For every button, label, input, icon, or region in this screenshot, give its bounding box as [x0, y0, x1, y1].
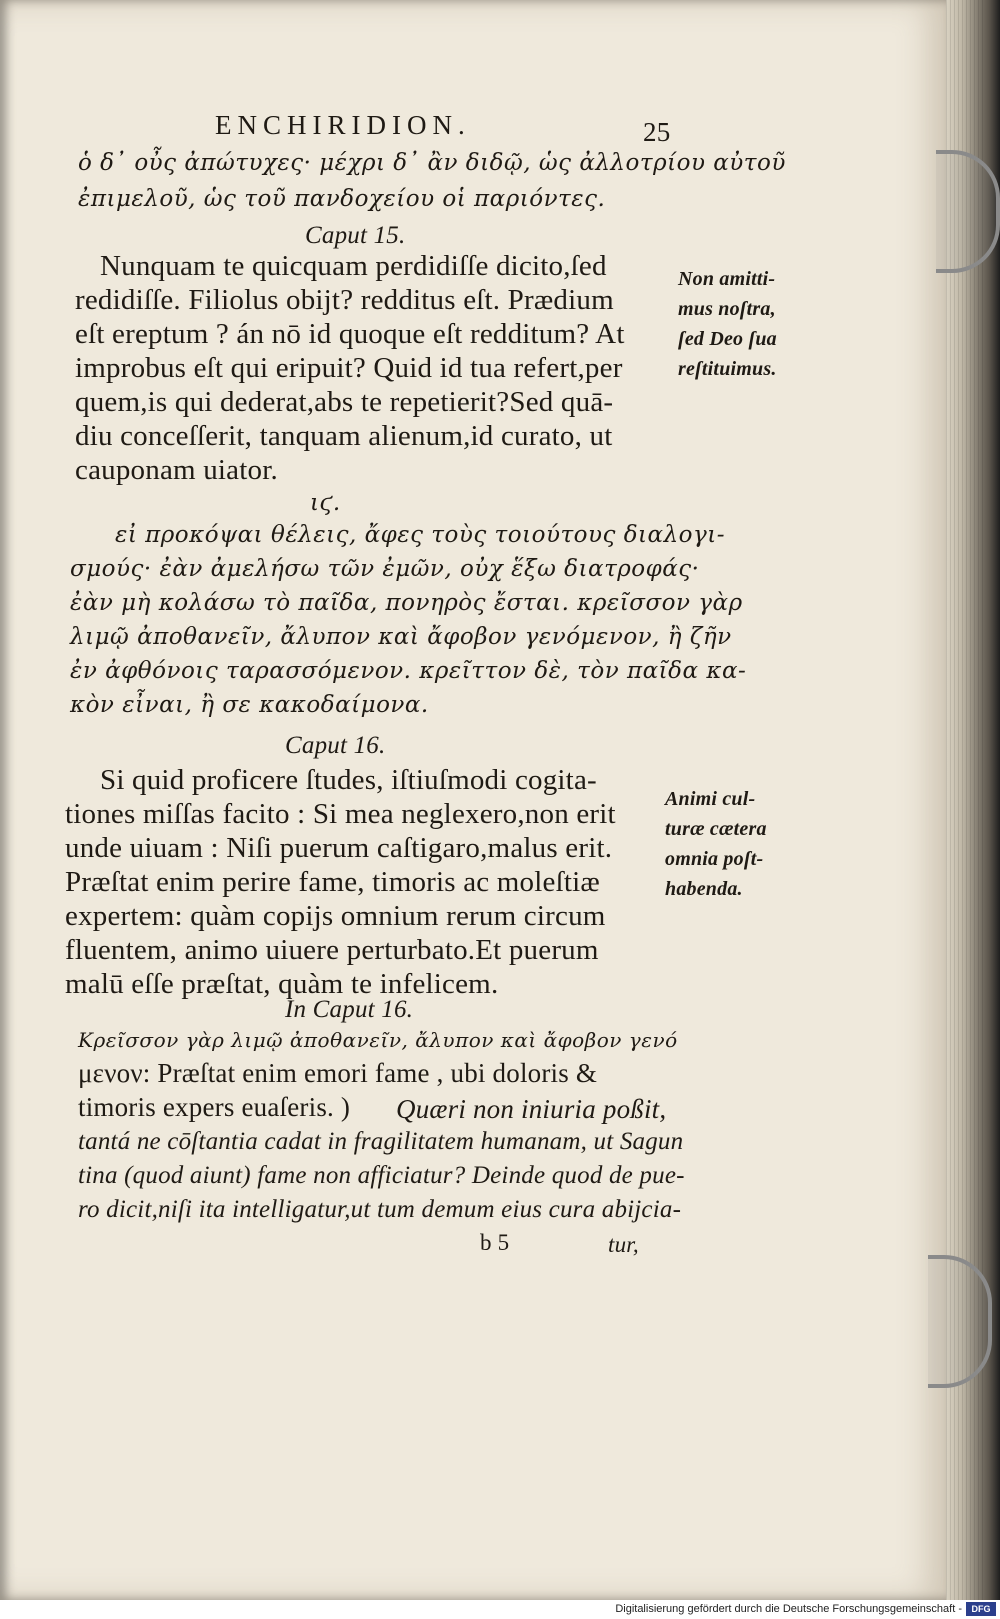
signature-mark: b 5 — [480, 1230, 510, 1255]
running-header: ENCHIRIDION. — [215, 110, 471, 140]
greek16-line-6: κὸν εἶναι, ἢ σε κακοδαίμονα. — [70, 692, 429, 718]
commentary-greek: Κρεῖσσον γὰρ λιμῷ ἀποθανεῖν, ἄλυπον καὶ ἄφοβον γενό — [78, 1028, 678, 1052]
greek-section-number: ιϛ. — [310, 490, 341, 516]
latin15-line-7: cauponam uiator. — [75, 454, 278, 486]
latin16-line-4: Præſtat enim perire fame, timoris ac moleſtiæ — [65, 866, 600, 898]
greek-top-line-1: ὁ δ᾽ οὖς ἀπώτυχες· μέχρι δ᾽ ἂν διδῷ, ὡς ἀλλοτρίου αὐτοῦ — [78, 150, 786, 176]
side-note-16-line-2: turæ cætera — [665, 818, 767, 840]
latin16-line-6: fluentem, animo uiuere perturbato.Et puerum — [65, 934, 599, 966]
commentary-line-2: timoris expers euaſeris. ) — [78, 1092, 351, 1122]
commentary-italic-inline: Quæri non iniuria poßit, — [396, 1094, 667, 1124]
latin16-line-1: Si quid proficere ſtudes, iſtiuſmodi cogita- — [100, 764, 597, 796]
greek-top-line-2: ἐπιμελοῦ, ὡς τοῦ πανδοχείου οἱ παριόντες. — [78, 186, 606, 212]
book-clip-bottom — [928, 1255, 992, 1388]
catchword: tur, — [608, 1232, 639, 1257]
latin16-line-2: tiones miſſas facito : Si mea neglexero,non erit — [65, 798, 616, 830]
greek16-line-3: ἐὰν μὴ κολάσω τὸ παῖδα, πονηρὸς ἔσται. κρεῖσσον γὰρ — [70, 590, 743, 616]
latin15-line-4: improbus eſt qui eripuit? Quid id tua refert,per — [75, 352, 623, 384]
commentary-italic-line-1: tantá ne cōſtantia cadat in fragilitatem humanam, ut Sagun — [78, 1128, 684, 1155]
latin15-line-5: quem,is qui dederat,abs te repetierit?Sed quā- — [75, 386, 614, 418]
digitization-credit: Digitalisierung gefördert durch die Deutsche Forschungsgemeinschaft - — [615, 1603, 962, 1615]
greek16-line-1: εἰ προκόψαι θέλεις, ἄφες τοὺς τοιούτους διαλογι- — [115, 522, 726, 548]
digitization-credit-bar — [0, 1600, 1000, 1619]
side-note-16-line-1: Animi cul- — [665, 788, 756, 810]
latin15-line-6: diu conceſſerit, tanquam alienum,id curato, ut — [75, 420, 613, 452]
latin15-line-2: redidiſſe. Filiolus obijt? redditus eſt. Prædium — [75, 284, 614, 316]
latin16-line-5: expertem: quàm copijs omnium rerum circum — [65, 900, 606, 932]
caput-16-heading: Caput 16. — [285, 732, 386, 759]
commentary-italic-line-3: ro dicit,niſi ita intelligatur,ut tum demum eius cura abijcia- — [78, 1196, 682, 1223]
in-caput-16-heading: In Caput 16. — [285, 996, 414, 1023]
latin16-line-7: malū eſſe præſtat, quàm te infelicem. — [65, 968, 499, 1000]
caput-15-heading: Caput 15. — [305, 222, 406, 249]
greek16-line-2: σμούς· ἐὰν ἀμελήσω τῶν ἐμῶν, οὐχ ἕξω διατροφάς· — [70, 556, 700, 582]
side-note-16-line-3: omnia poſt- — [665, 848, 764, 870]
commentary-italic-line-2: tina (quod aiunt) fame non afficiatur? Deinde quod de pue- — [78, 1162, 685, 1189]
dfg-logo: DFG — [966, 1602, 996, 1616]
latin16-line-3: unde uiuam : Niſi puerum caſtigaro,malus erit. — [65, 832, 613, 864]
side-note-15-line-3: ſed Deo ſua — [678, 328, 777, 350]
side-note-15-line-2: mus noſtra, — [678, 298, 776, 320]
greek16-line-4: λιμῷ ἀποθανεῖν, ἄλυπον καὶ ἄφοβον γενόμενον, ἢ ζῆν — [70, 624, 732, 650]
latin15-line-1: Nunquam te quicquam perdidiſſe dicito,ſed — [100, 250, 607, 282]
commentary-line-1: μενον: Præſtat enim emori fame , ubi doloris & — [78, 1058, 598, 1088]
side-note-15-line-1: Non amitti- — [678, 268, 776, 290]
latin15-line-3: eſt ereptum ? án nō id quoque eſt redditum? At — [75, 318, 625, 350]
greek16-line-5: ἐν ἀφθόνοις ταρασσόμενον. κρεῖττον δὲ, τὸν παῖδα κα- — [70, 658, 747, 684]
side-note-16-line-4: habenda. — [665, 878, 743, 900]
page-number: 25 — [643, 117, 671, 147]
side-note-15-line-4: reſtituimus. — [678, 358, 777, 380]
